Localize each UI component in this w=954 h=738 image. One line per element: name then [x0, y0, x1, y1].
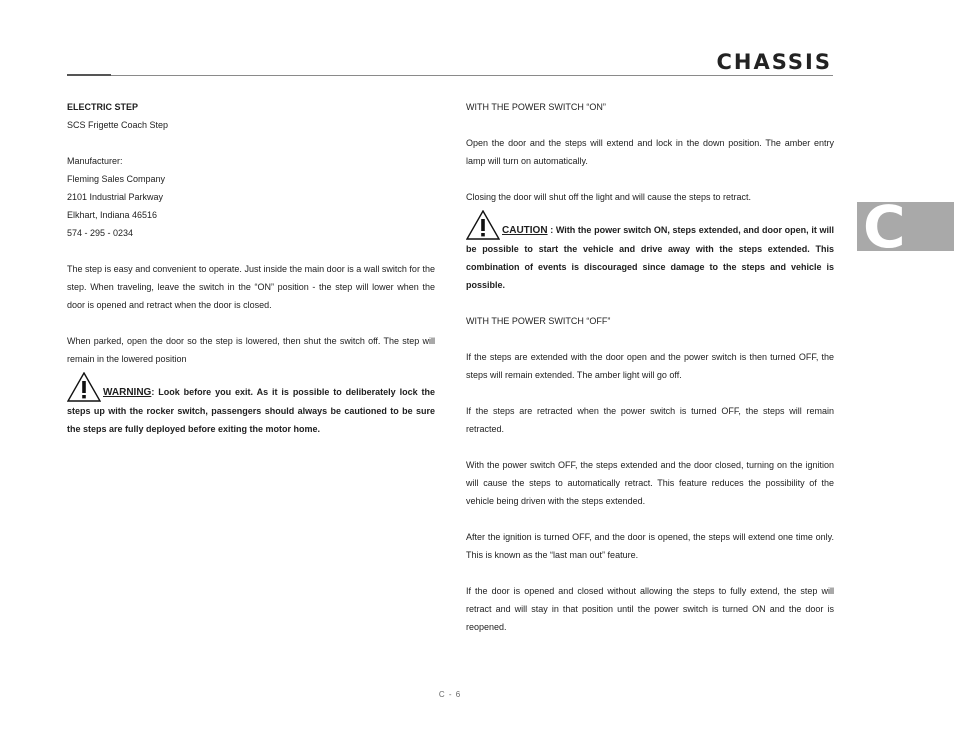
section-heading: ELECTRIC STEP: [67, 102, 139, 112]
warning-triangle-icon: [67, 372, 101, 402]
paragraph-off-retracted: If the steps are retracted when the power switch is turned OFF, the steps will remain retracted.: [466, 406, 834, 434]
paragraph-parked: When parked, open the door so the step is lowered, then shut the switch off. The step will remain in the lowered position: [67, 336, 435, 364]
page-number: C - 6: [438, 690, 462, 699]
header-rule-accent: [67, 74, 111, 76]
section-tab: [857, 202, 954, 251]
left-column: [67, 98, 435, 438]
manufacturer-city: Elkhart, Indiana 46516: [67, 210, 158, 220]
paragraph-partial-extend: If the door is opened and closed without allowing the steps to fully extend, the step will retract and will stay in that position until the power switch is turned ON and the door is reopened.: [466, 586, 834, 632]
paragraph-on-open: Open the door and the steps will extend and lock in the down position. The amber entry lamp will turn on automatically.: [466, 138, 834, 166]
paragraph-off-extended: If the steps are extended with the door open and the power switch is then turned OFF, the steps will remain extended. The amber light will go off.: [466, 352, 834, 380]
warning-text: : Look before you exit. As it is possible to deliberately lock the steps up with the rocker switch, passengers should always be cautioned to be sure the steps are fully deployed before exiting the motor home.: [67, 387, 435, 434]
heading-switch-off: WITH THE POWER SWITCH “OFF”: [466, 316, 611, 326]
paragraph-off-ignition: With the power switch OFF, the steps extended and the door closed, turning on the ignition will cause the steps to automatically retract. This feature reduces the possibility of the vehicle being driven with the steps extended.: [466, 460, 834, 506]
paragraph-on-close: Closing the door will shut off the light and will cause the steps to retract.: [466, 192, 751, 202]
caution-text: : With the power switch ON, steps extended, and door open, it will be possible to start the vehicle and drive away with the steps extended. This combination of events is discouraged since damage to the steps and vehicle is possible.: [466, 225, 834, 290]
section-tab-letter: C: [863, 202, 906, 251]
manufacturer-street: 2101 Industrial Parkway: [67, 192, 164, 202]
paragraph-last-man-out: After the ignition is turned OFF, and the door is opened, the steps will extend one time only. This is known as the “last man out” feature.: [466, 532, 834, 560]
manufacturer-label: Manufacturer:: [67, 156, 123, 166]
manufacturer-name: Fleming Sales Company: [67, 174, 166, 184]
caution-block: [466, 210, 834, 294]
header-rule: [67, 75, 833, 76]
warning-label: WARNING: [103, 387, 152, 398]
heading-switch-on: WITH THE POWER SWITCH “ON”: [466, 102, 606, 112]
paragraph-operation: The step is easy and convenient to operate. Just inside the main door is a wall switch for the step. When traveling, leave the switch in the “ON” position - the step will lower when the door is opened and retract when the door is closed.: [67, 264, 435, 310]
manufacturer-phone: 574 - 295 - 0234: [67, 228, 134, 238]
page-title: CHASSIS: [716, 50, 832, 74]
section-subheading: SCS Frigette Coach Step: [67, 120, 169, 130]
caution-label: CAUTION: [502, 225, 548, 236]
caution-triangle-icon: [466, 210, 500, 240]
warning-block: [67, 372, 435, 438]
right-column: [466, 98, 834, 636]
